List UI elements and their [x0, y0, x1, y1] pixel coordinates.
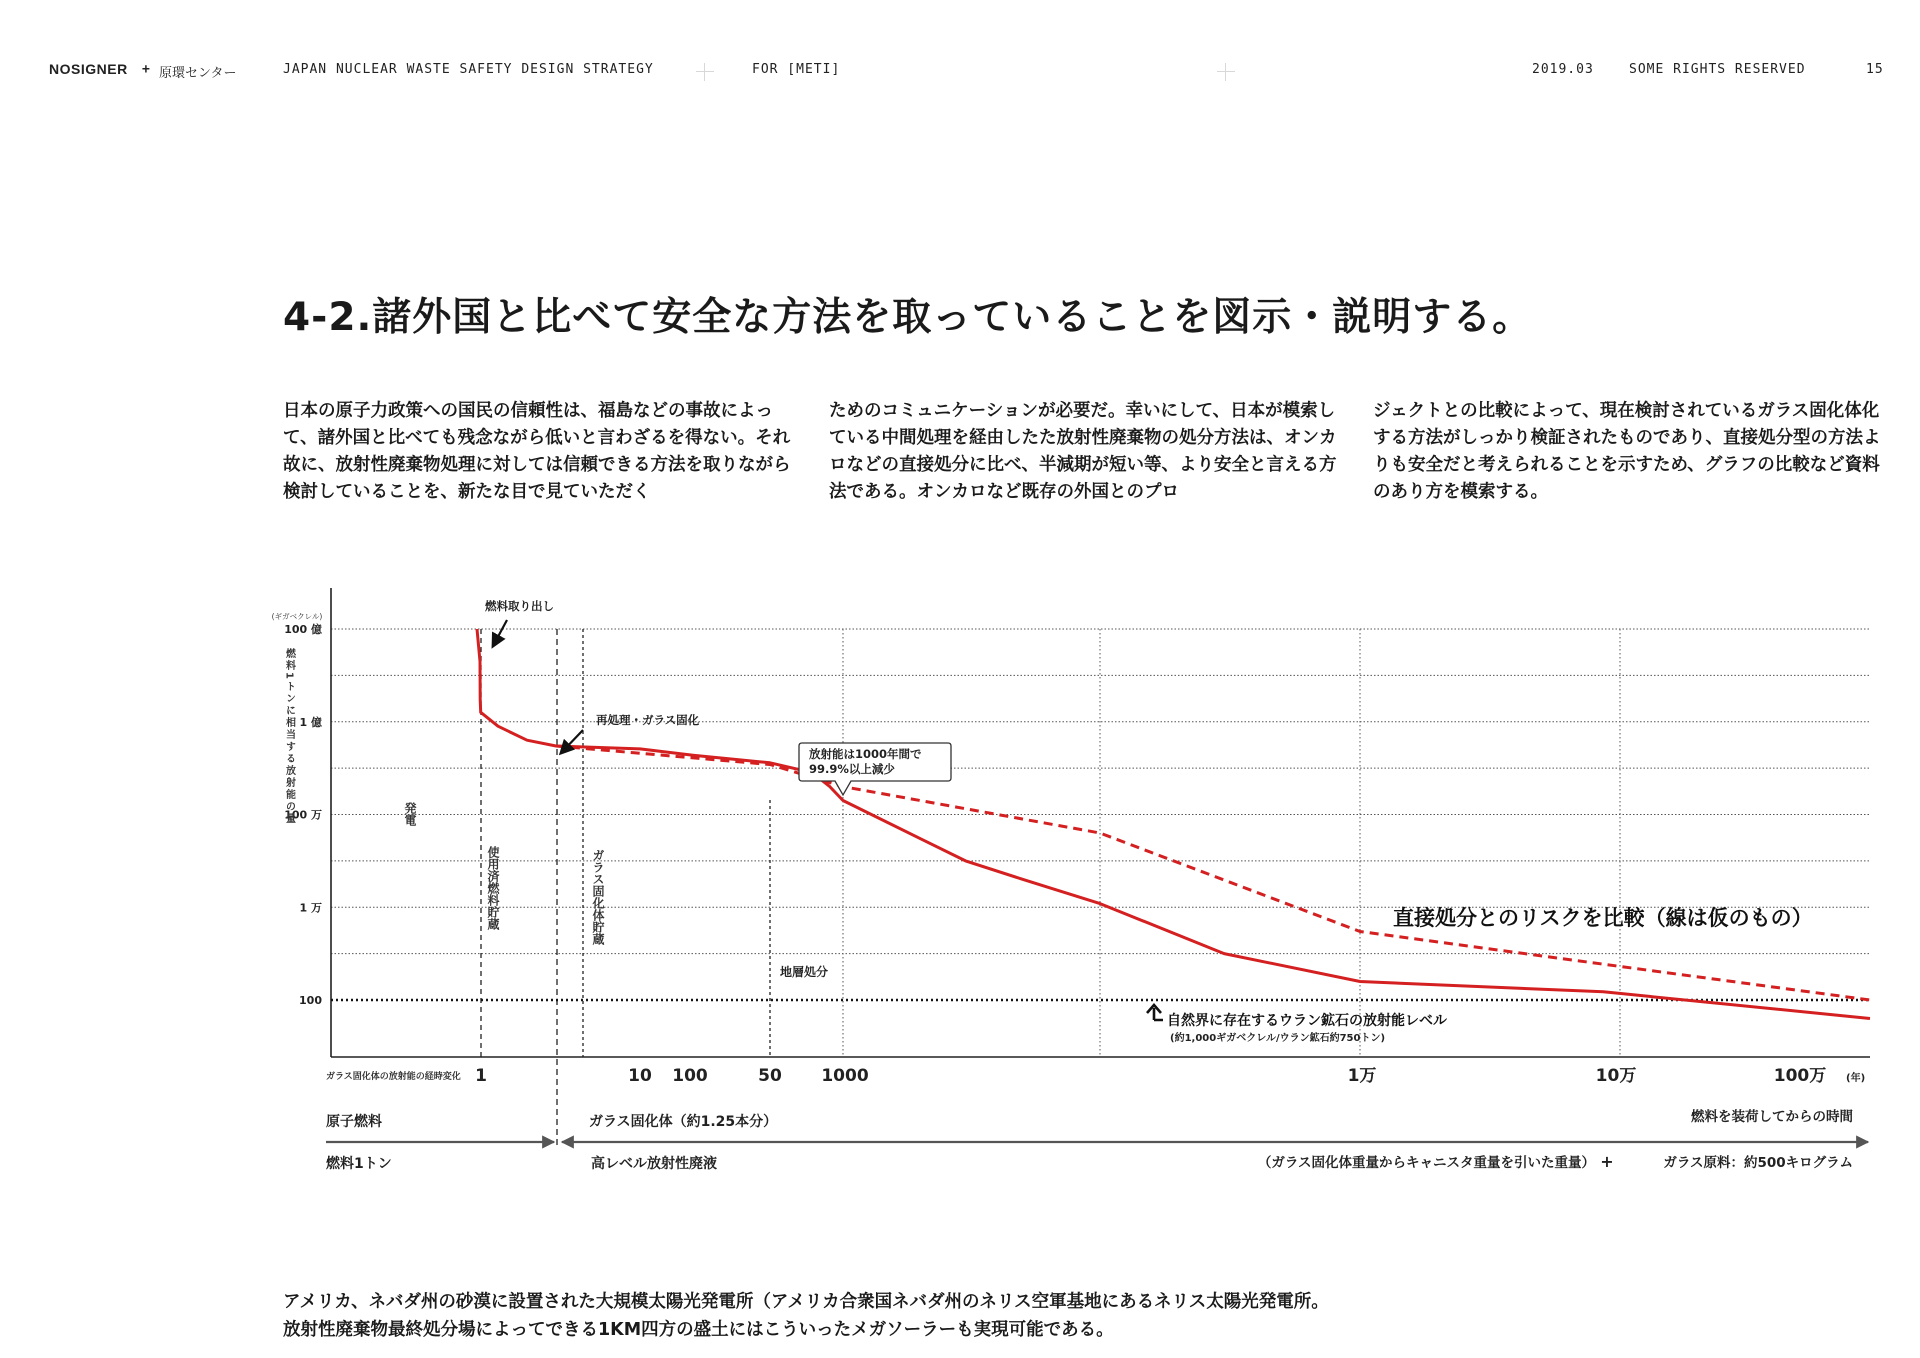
series-line-vitrified [477, 629, 1870, 1019]
band-plus: + [1600, 1152, 1614, 1171]
x-tick-label: 1 [475, 1066, 487, 1086]
center-name: 原環センター [159, 66, 237, 81]
page-title: 4-2.諸外国と比べて安全な方法を取っていることを図示・説明する。 [283, 295, 1533, 340]
x-axis-label: 燃料を装荷してからの時間 [1691, 1109, 1853, 1125]
reference-sublabel: (約1,000ギガベクレル/ウラン鉱石約750トン) [1170, 1033, 1386, 1044]
band-one-ton: 燃料1トン [326, 1156, 392, 1172]
band-note2: ガラス原料：約500キログラム [1663, 1155, 1853, 1171]
x-tick-label: 100万 [1773, 1066, 1827, 1086]
band-glass: ガラス固化体（約1.25本分） [589, 1114, 778, 1130]
callout-decay [799, 743, 951, 795]
x-tick-label: 100 [672, 1066, 708, 1086]
y-axis-label: 燃料1トンに相当する放射能の量 [283, 648, 295, 825]
x-tick-label: 10万 [1595, 1066, 1637, 1086]
x-unit-label: (年) [1846, 1073, 1866, 1084]
rights: SOME RIGHTS RESERVED [1629, 62, 1806, 77]
footer-note [283, 1288, 1329, 1344]
y-tick-label: 1 万 [299, 901, 322, 915]
band-nuclear-fuel: 原子燃料 [326, 1114, 382, 1130]
y-unit-label: (ギガベクレル) [271, 612, 323, 621]
series-line-direct-disposal [556, 746, 1870, 1000]
brand-logo: NOSIGNER [49, 61, 128, 77]
x-tick-label: 1万 [1347, 1066, 1377, 1086]
project-name: JAPAN NUCLEAR WASTE SAFETY DESIGN STRATEGY [283, 62, 654, 77]
x-tick-label: 1000 [821, 1066, 869, 1086]
band-note: （ガラス固化体重量からキャニスタ重量を引いた重量） [1257, 1155, 1595, 1171]
intro-column-1: 日本の原子力政策への国民の信頼性は、福島などの事故によって、諸外国と比べても残念ながら低いと言わざるを得ない。それ故に、放射性廃棄物処理に対しては信頼できる方法を取りながら検討していることを、新たな目で見ていただく [283, 401, 791, 502]
plus-mark: + [142, 62, 151, 77]
reference-arrow [1147, 1005, 1163, 1020]
x-tick-label: 10 [628, 1066, 652, 1086]
intro-column-3: ジェクトとの比較によって、現在検討されているガラス固化体化する方法がしっかり検証されたものであり、直接処分型の方法よりも安全だと考えられることを示すため、グラフの比較など資料のあり方を模索する。 [1373, 401, 1881, 502]
x-tick-label: 50 [758, 1066, 782, 1086]
annotation-geological: 地層処分 [780, 965, 829, 979]
footer-line-1: アメリカ、ネバダ州の砂漠に設置された大規模太陽光発電所（アメリカ合衆国ネバダ州のネリス空軍基地にあるネリス太陽光発電所。 [283, 1292, 1329, 1312]
annotation-compare: 直接処分とのリスクを比較（線は仮のもの） [1393, 906, 1813, 930]
annotation-fuel-removal-arrow [493, 620, 507, 646]
callout-line-2: 99.9%以上減少 [809, 762, 895, 776]
phase-generation: 発電 [403, 802, 417, 826]
reference-label: 自然界に存在するウラン鉱石の放射能レベル [1167, 1013, 1447, 1029]
y-tick-label: 1 億 [299, 715, 322, 729]
chart-title: ガラス固化体の放射能の経時変化 [326, 1072, 461, 1082]
y-tick-label: 100 億 [284, 623, 322, 636]
y-tick-label: 100 万 [284, 808, 322, 822]
footer-line-2: 放射性廃棄物最終処分場によってできる1KM四方の盛土にはこういったメガソーラーも実現可能である。 [283, 1320, 1114, 1340]
date: 2019.03 [1532, 62, 1594, 77]
annotation-reprocessing: 再処理・ガラス固化 [596, 713, 700, 727]
phase-spent-fuel-storage: 使用済燃料貯蔵 [486, 846, 500, 930]
band-hlw: 高レベル放射性廃液 [591, 1156, 717, 1172]
intro-column-2: ためのコミュニケーションが必要だ。幸いにして、日本が模索している中間処理を経由したた放射性廃棄物の処分方法は、オンカロなどの直接処分に比べ、半減期が短い等、より安全と言える方法である。オンカロなど既存の外国とのプロ [829, 401, 1337, 502]
annotation-fuel-removal: 燃料取り出し [485, 599, 554, 613]
callout-line-1: 放射能は1000年間で [809, 747, 922, 761]
y-tick-label: 100 [299, 994, 322, 1007]
client-name: FOR [METI] [752, 62, 841, 77]
phase-glass-storage: ガラス固化体貯蔵 [591, 849, 605, 945]
page-number: 15 [1866, 62, 1884, 77]
